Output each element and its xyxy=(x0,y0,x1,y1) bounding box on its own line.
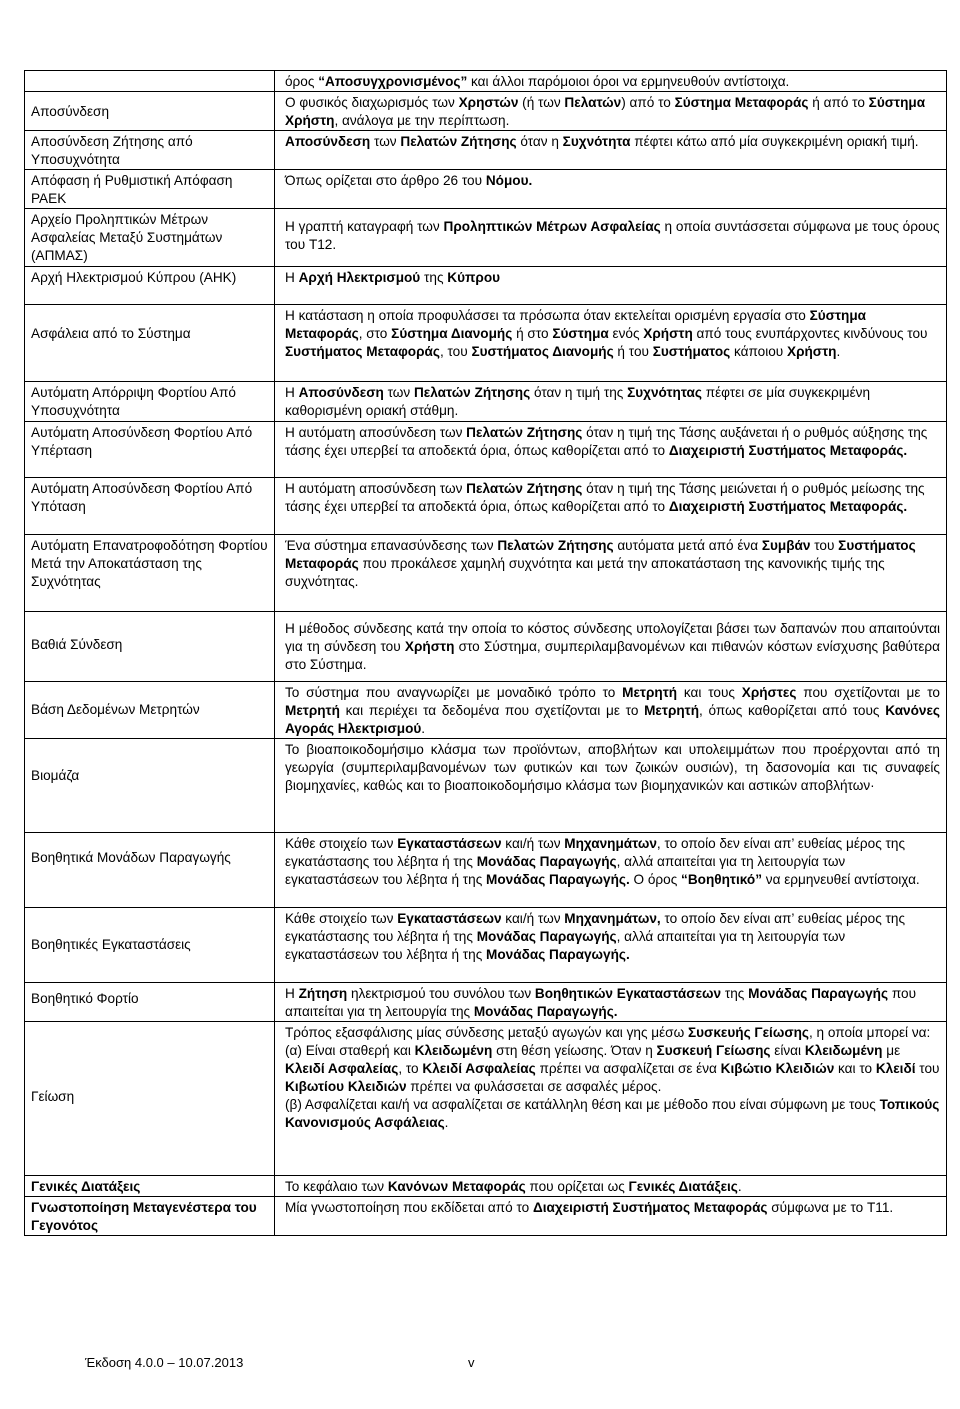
defined-term: Μονάδας Παραγωγής xyxy=(748,986,889,1001)
table-row xyxy=(25,267,947,305)
text-run: στη θέση γείωσης. Όταν η xyxy=(492,1043,657,1058)
definition-paragraph xyxy=(285,985,940,1021)
table-row xyxy=(25,983,947,1022)
definition-cell xyxy=(275,92,947,131)
text-run: , η οποία μπορεί να: xyxy=(809,1025,931,1040)
defined-term: Σύστημα Μεταφοράς xyxy=(285,308,867,341)
term-label: Βοηθητικά Μονάδων Παραγωγής xyxy=(31,850,231,865)
term-cell xyxy=(25,422,275,478)
term-cell xyxy=(25,92,275,131)
definition-paragraph xyxy=(285,218,940,254)
text-run: Η xyxy=(285,986,299,1001)
term-cell xyxy=(25,209,275,267)
defined-term: Συχνότητα xyxy=(562,134,631,149)
text-run: να ερμηνευθεί αντίστοιχα. xyxy=(762,872,920,887)
text-run: της xyxy=(721,986,749,1001)
text-run: ή από το xyxy=(808,95,869,110)
definition-cell xyxy=(275,478,947,535)
defined-term: Σύστημα Μεταφοράς xyxy=(674,95,809,110)
text-run: Η xyxy=(285,385,299,400)
term-label: Αυτόματη Απόρριψη Φορτίου Από Υποσυχνότητα xyxy=(31,385,236,418)
defined-term: Μετρητή xyxy=(644,703,700,718)
defined-term: “Αποσυγχρονισμένος” xyxy=(318,74,468,89)
defined-term: Συμβάν xyxy=(761,538,811,553)
defined-term: Συχνότητας xyxy=(627,385,702,400)
term-label: Απόφαση ή Ρυθμιστική Απόφαση ΡΑΕΚ xyxy=(31,173,233,206)
defined-term: Συστήματος xyxy=(652,344,731,359)
definition-paragraph xyxy=(285,620,940,674)
defined-term: Προληπτικών Μέτρων Ασφαλείας xyxy=(443,219,661,234)
glossary-table xyxy=(24,70,947,1236)
table-row xyxy=(25,305,947,382)
definition-cell xyxy=(275,305,947,382)
term-label: Βαθιά Σύνδεση xyxy=(31,637,123,652)
defined-term: Κλειδί xyxy=(875,1061,916,1076)
text-run: Η xyxy=(285,270,299,285)
text-run: , αλλά απαιτείται για τη λειτουργία των εγκαταστάσεων του λέβητα ή της xyxy=(285,929,846,962)
definition-cell xyxy=(275,267,947,305)
defined-term: Ζήτηση xyxy=(298,986,348,1001)
defined-term: Κλειδωμένη xyxy=(414,1043,493,1058)
definition-cell xyxy=(275,739,947,833)
term-label: Αρχή Ηλεκτρισμού Κύπρου (ΑΗΚ) xyxy=(31,270,237,285)
defined-term: Κλειδωμένη xyxy=(804,1043,883,1058)
term-label: Βοηθητικό Φορτίο xyxy=(31,991,139,1006)
defined-term: Κιβωτίου Κλειδιών xyxy=(285,1079,407,1094)
term-cell xyxy=(25,170,275,209)
text-run: της xyxy=(420,270,448,285)
text-run: , στο xyxy=(358,326,392,341)
text-run: είναι xyxy=(770,1043,805,1058)
text-run: . xyxy=(421,721,426,736)
text-run: (α) Είναι σταθερή και xyxy=(285,1043,415,1058)
defined-term: Χρήστες xyxy=(741,685,797,700)
definition-paragraph xyxy=(285,1096,940,1132)
definition-cell xyxy=(275,833,947,908)
edition-label: Έκδοση 4.0.0 – 10.07.2013 xyxy=(85,1355,244,1370)
table-row xyxy=(25,170,947,209)
text-run: Το σύστημα που αναγνωρίζει με μοναδικό τρόπο το xyxy=(285,685,623,700)
glossary-body xyxy=(25,71,947,1236)
page-number: v xyxy=(468,1355,475,1370)
defined-term: Διαχειριστή Συστήματος Μεταφοράς. xyxy=(668,499,908,514)
definition-paragraph xyxy=(285,73,940,91)
table-row xyxy=(25,478,947,535)
definition-cell xyxy=(275,612,947,682)
text-run: Το βιοαποικοδομήσιμο κλάσμα των προϊόντων, αποβλήτων και υπολειμμάτων που προέρχονται από τη γεωργία (συμπεριλαμβανομένων των φυτικών και των ζωικών ουσιών), τη δασονομία και τις συναφείς βιομηχανίες, καθώς και το βιοαποικοδομήσιμο κλάσμα των βιομηχανικών και αστικών αποβλήτων· xyxy=(285,742,940,793)
definition-cell xyxy=(275,682,947,739)
text-run: πρέπει να ασφαλίζεται σε ένα xyxy=(535,1061,721,1076)
definition-paragraph xyxy=(285,269,940,287)
text-run: ή στο xyxy=(512,326,553,341)
table-row xyxy=(25,92,947,131)
term-label: Αποσύνδεση Ζήτησης από Υποσυχνότητα xyxy=(31,134,193,167)
term-label: Γείωση xyxy=(31,1089,75,1104)
definition-paragraph xyxy=(285,910,940,964)
definition-cell xyxy=(275,908,947,983)
text-run: αυτόματα μετά από ένα xyxy=(613,538,762,553)
term-cell xyxy=(25,908,275,983)
term-cell xyxy=(25,478,275,535)
defined-term: Κλειδί Ασφαλείας xyxy=(422,1061,536,1076)
text-run: όρος xyxy=(285,74,319,89)
table-row xyxy=(25,209,947,267)
definition-paragraph xyxy=(285,133,940,151)
table-row xyxy=(25,612,947,682)
text-run: πέφτει κάτω από μία συγκεκριμένη οριακή τιμή. xyxy=(630,134,919,149)
text-run: και/ή των xyxy=(501,836,565,851)
term-cell xyxy=(25,71,275,92)
defined-term: Μηχανημάτων, xyxy=(564,911,661,926)
defined-term: Χρήστη xyxy=(787,344,837,359)
defined-term: Μετρητή xyxy=(622,685,678,700)
definition-cell xyxy=(275,535,947,612)
text-run: που ορίζεται ως xyxy=(525,1179,629,1194)
defined-term: Κανόνων Μεταφοράς xyxy=(387,1179,526,1194)
table-row xyxy=(25,131,947,170)
defined-term: Μονάδας Παραγωγής. xyxy=(486,947,630,962)
definition-paragraph xyxy=(285,1178,940,1196)
table-row xyxy=(25,1176,947,1197)
text-run: Η κατάσταση η οποία προφυλάσσει τα πρόσωπα όταν εκτελείται ορισμένη εργασία στο xyxy=(285,308,810,323)
text-run: Η αυτόματη αποσύνδεση των xyxy=(285,425,467,440)
defined-term: Εγκαταστάσεων xyxy=(397,836,502,851)
text-run: ή του xyxy=(613,344,653,359)
definition-paragraph xyxy=(285,480,940,516)
defined-term: Πελατών Ζήτησης xyxy=(400,134,517,149)
text-run: . xyxy=(836,344,841,359)
definition-paragraph xyxy=(285,537,940,591)
definition-cell xyxy=(275,382,947,422)
defined-term: Συστήματος Διανομής xyxy=(471,344,614,359)
table-row xyxy=(25,833,947,908)
text-run: πρέπει να φυλάσσεται σε ασφαλές μέρος. xyxy=(406,1079,662,1094)
defined-term: Συσκευής Γείωσης xyxy=(687,1025,809,1040)
term-label: Βοηθητικές Εγκαταστάσεις xyxy=(31,937,191,952)
defined-term: Σύστημα Χρήστη xyxy=(285,95,926,128)
defined-term: Αποσύνδεση xyxy=(298,385,384,400)
defined-term: Πελατών Ζήτησης xyxy=(466,481,583,496)
definition-paragraph xyxy=(285,384,940,420)
defined-term: Χρήστη xyxy=(643,326,693,341)
text-run: όταν η τιμή της Τάσης αυξάνεται ή ο ρυθμός αύξησης της τάσης έχει υπερβεί τα αποδεκτά όρια, όπως καθορίζεται από το xyxy=(285,425,928,458)
defined-term: Αποσύνδεση xyxy=(285,134,371,149)
text-run: Η μέθοδος σύνδεσης κατά την οποία το κόστος σύνδεσης υπολογίζεται βάσει των δαπανών που απαιτούνται για τη σύνδεση του xyxy=(285,621,940,654)
definition-paragraph xyxy=(285,94,940,130)
defined-term: Χρηστών xyxy=(458,95,519,110)
definition-paragraph xyxy=(285,424,940,460)
term-label: Γνωστοποίηση Μεταγενέστερα του Γεγονότος xyxy=(31,1200,257,1233)
definition-cell xyxy=(275,1176,947,1197)
defined-term: Κλειδί Ασφαλείας xyxy=(285,1061,399,1076)
definition-paragraph xyxy=(285,1199,940,1217)
defined-term: Γενικές Διατάξεις xyxy=(628,1179,738,1194)
text-run: στο Σύστημα, συμπεριλαμβανομένων και πιθανών κόστων ενίσχυσης βαθύτερα στο Σύστημα. xyxy=(285,639,940,672)
text-run: ενός xyxy=(608,326,644,341)
text-run: όταν η τιμή της Τάσης μειώνεται ή ο ρυθμός μείωσης της τάσης έχει υπερβεί τα αποδεκτά όρια, όπως καθορίζεται από το xyxy=(285,481,925,514)
text-run: , ανάλογα με την περίπτωση. xyxy=(334,113,510,128)
defined-term: Συστήματος Μεταφοράς xyxy=(285,344,440,359)
text-run: και το xyxy=(834,1061,876,1076)
defined-term: Βοηθητικών Εγκαταστάσεων xyxy=(534,986,722,1001)
table-row xyxy=(25,1022,947,1176)
defined-term: Πελατών Ζήτησης xyxy=(466,425,583,440)
text-run: Η αυτόματη αποσύνδεση των xyxy=(285,481,467,496)
text-run: Η γραπτή καταγραφή των xyxy=(285,219,444,234)
text-run: κάποιου xyxy=(730,344,788,359)
text-run: που σχετίζονται με το xyxy=(796,685,940,700)
defined-term: Αρχή Ηλεκτρισμού xyxy=(298,270,421,285)
text-run: με xyxy=(882,1043,901,1058)
text-run: από τους ενυπάρχοντες κινδύνους του xyxy=(692,326,928,341)
text-run: η οποία συντάσσεται σύμφωνα με τους όρους του T12. xyxy=(285,219,940,252)
defined-term: Σύστημα xyxy=(552,326,609,341)
table-row xyxy=(25,682,947,739)
text-run: , το οποίο δεν είναι απ’ ευθείας μέρος της εγκατάστασης του λέβητα ή της xyxy=(285,836,906,869)
term-cell xyxy=(25,1176,275,1197)
definition-cell xyxy=(275,71,947,92)
text-run: . xyxy=(444,1115,449,1130)
text-run: Ο όρος xyxy=(629,872,682,887)
text-run: Τρόπος εξασφάλισης μίας σύνδεσης μεταξύ αγωγών και γης μέσω xyxy=(285,1025,688,1040)
table-row xyxy=(25,739,947,833)
table-row xyxy=(25,382,947,422)
text-run: πέφτει σε μία συγκεκριμένη καθορισμένη οριακή στάθμη. xyxy=(285,385,871,418)
term-cell xyxy=(25,535,275,612)
definition-cell xyxy=(275,170,947,209)
text-run: και άλλοι παρόμοιοι όροι να ερμηνευθούν αντίστοιχα. xyxy=(467,74,790,89)
definition-paragraph xyxy=(285,741,940,795)
text-run: όταν η τιμή της xyxy=(530,385,628,400)
defined-term: Κιβώτιο Κλειδιών xyxy=(720,1061,835,1076)
defined-term: Συστήματος Μεταφοράς xyxy=(285,538,916,571)
text-run: και τους xyxy=(677,685,742,700)
defined-term: Κύπρου xyxy=(447,270,501,285)
term-label: Γενικές Διατάξεις xyxy=(31,1179,141,1194)
definition-cell xyxy=(275,1197,947,1236)
definition-cell xyxy=(275,422,947,478)
definition-paragraph xyxy=(285,684,940,738)
term-label: Ασφάλεια από το Σύστημα xyxy=(31,326,191,341)
defined-term: Μονάδας Παραγωγής. xyxy=(486,872,630,887)
text-run: , αλλά απαιτείται για τη λειτουργία των εγκαταστάσεων του λέβητα ή της xyxy=(285,854,846,887)
text-run: . xyxy=(737,1179,742,1194)
term-cell xyxy=(25,267,275,305)
defined-term: “Βοηθητικό” xyxy=(681,872,762,887)
term-label: Αυτόματη Αποσύνδεση Φορτίου Από Υπόταση xyxy=(31,481,253,514)
definition-paragraph xyxy=(285,1042,940,1096)
definition-paragraph xyxy=(285,1024,940,1042)
text-run: του xyxy=(915,1061,940,1076)
text-run: (β) Ασφαλίζεται και/ή να ασφαλίζεται σε κατάλληλη θέση και με μέθοδο που είναι σύμφωνη με τους xyxy=(285,1097,880,1112)
definition-cell xyxy=(275,131,947,170)
text-run: Κάθε στοιχείο των xyxy=(285,836,398,851)
text-run: ηλεκτρισμού του συνόλου των xyxy=(347,986,535,1001)
definition-cell xyxy=(275,209,947,267)
term-cell xyxy=(25,131,275,170)
defined-term: Μετρητή xyxy=(285,703,340,718)
defined-term: Τοπικούς Κανονισμούς Ασφάλειας xyxy=(285,1097,940,1130)
defined-term: Πελατών Ζήτησης xyxy=(413,385,531,400)
term-label: Αποσύνδεση xyxy=(31,104,110,119)
defined-term: Διαχειριστή Συστήματος Μεταφοράς. xyxy=(668,443,908,458)
term-cell xyxy=(25,305,275,382)
text-run: το οποίο δεν είναι απ’ ευθείας μέρος της εγκατάστασης του λέβητα ή της xyxy=(285,911,906,944)
term-label: Αρχείο Προληπτικών Μέτρων Ασφαλείας Μεταξύ Συστημάτων (ΑΠΜΑΣ) xyxy=(31,212,223,263)
term-cell xyxy=(25,612,275,682)
term-cell xyxy=(25,1197,275,1236)
definition-paragraph xyxy=(285,307,940,361)
table-row xyxy=(25,71,947,92)
defined-term: Εγκαταστάσεων xyxy=(397,911,502,926)
definition-paragraph xyxy=(285,172,940,190)
text-run: Ο φυσικός διαχωρισμός των xyxy=(285,95,459,110)
defined-term: Μηχανημάτων xyxy=(564,836,657,851)
defined-term: Κανόνες Αγοράς Ηλεκτρισμού xyxy=(285,703,940,736)
defined-term: Πελατών Ζήτησης xyxy=(497,538,614,553)
definition-paragraph xyxy=(285,835,940,889)
text-run: Κάθε στοιχείο των xyxy=(285,911,398,926)
table-row xyxy=(25,535,947,612)
text-run: , το xyxy=(398,1061,423,1076)
text-run: Το κεφάλαιο των xyxy=(285,1179,388,1194)
defined-term: Μονάδας Παραγωγής xyxy=(476,929,617,944)
text-run: και περιέχει τα δεδομένα που σχετίζονται με το xyxy=(339,703,645,718)
term-label: Αυτόματη Αποσύνδεση Φορτίου Από Υπέρταση xyxy=(31,425,253,458)
table-row xyxy=(25,908,947,983)
text-run: , όπως καθορίζεται από τους xyxy=(699,703,886,718)
term-cell xyxy=(25,833,275,908)
term-cell xyxy=(25,382,275,422)
text-run: Μία γνωστοποίηση που εκδίδεται από το xyxy=(285,1200,533,1215)
definition-cell xyxy=(275,983,947,1022)
term-label: Βιομάζα xyxy=(31,768,80,783)
defined-term: Χρήστη xyxy=(404,639,455,654)
defined-term: Πελατών xyxy=(564,95,622,110)
defined-term: Σύστημα Διανομής xyxy=(391,326,513,341)
table-row xyxy=(25,422,947,478)
text-run: , του xyxy=(439,344,472,359)
term-label: Βάση Δεδομένων Μετρητών xyxy=(31,702,200,717)
term-label: Αυτόματη Επανατροφοδότηση Φορτίου Μετά την Αποκατάσταση της Συχνότητας xyxy=(31,538,268,589)
text-run: του xyxy=(810,538,839,553)
text-run: Ένα σύστημα επανασύνδεσης των xyxy=(285,538,498,553)
defined-term: Διαχειριστή Συστήματος Μεταφοράς xyxy=(532,1200,768,1215)
text-run: και/ή των xyxy=(501,911,565,926)
text-run: που προκάλεσε χαμηλή συχνότητα και μετά την αποκατάσταση της κανονικής τιμής της συχνότητας. xyxy=(285,556,885,589)
term-cell xyxy=(25,983,275,1022)
text-run: που απαιτείται για τη λειτουργία της xyxy=(285,986,917,1019)
term-cell xyxy=(25,739,275,833)
defined-term: Μονάδας Παραγωγής. xyxy=(473,1004,618,1019)
defined-term: Νόμου. xyxy=(485,173,533,188)
text-run: ) από το xyxy=(621,95,675,110)
defined-term: Μονάδας Παραγωγής xyxy=(476,854,617,869)
text-run: όταν η xyxy=(516,134,563,149)
table-row xyxy=(25,1197,947,1236)
text-run: (ή των xyxy=(518,95,565,110)
term-cell xyxy=(25,682,275,739)
text-run: των xyxy=(370,134,401,149)
definition-cell xyxy=(275,1022,947,1176)
defined-term: Συσκευή Γείωσης xyxy=(656,1043,771,1058)
text-run: σύμφωνα με το T11. xyxy=(767,1200,894,1215)
term-cell xyxy=(25,1022,275,1176)
text-run: Όπως ορίζεται στο άρθρο 26 του xyxy=(285,173,486,188)
text-run: των xyxy=(383,385,414,400)
